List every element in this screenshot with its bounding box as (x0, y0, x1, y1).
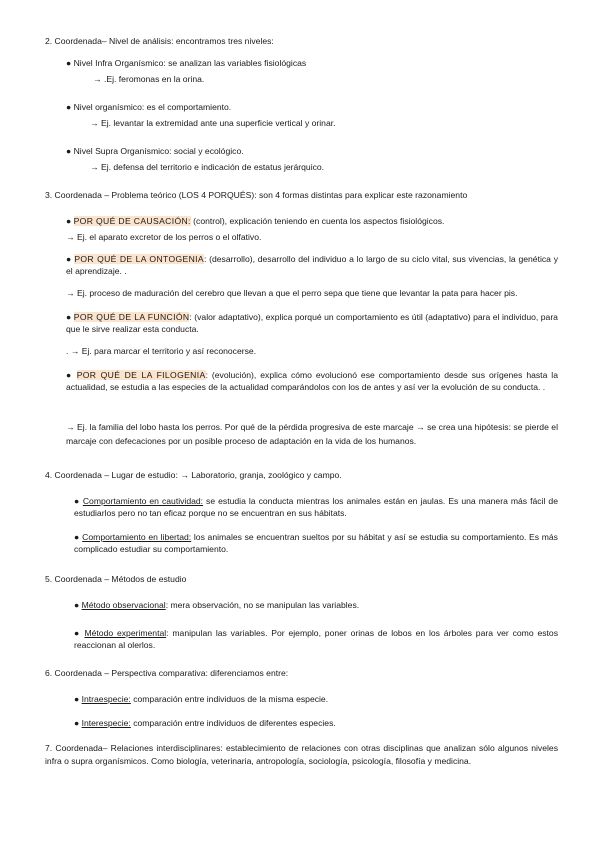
section-3-title: 3. Coordenada – Problema teórico (LOS 4 PORQUÉS): son 4 formas distintas para explicar este razonamiento (45, 190, 468, 200)
section-5-title: 5. Coordenada – Métodos de estudio (45, 574, 187, 584)
bullet: ● (74, 496, 83, 506)
intraespecie-term: Intraespecie: (81, 694, 131, 704)
cautividad-term: Comportamiento en cautividad: (82, 496, 204, 506)
section-2-bullet-organismico: ● Nivel organísmico: es el comportamiento. (66, 102, 232, 112)
bullet: ● (66, 254, 75, 264)
section-2-example-organismico: → Ej. levantar la extremidad ante una superficie vertical y orinar. (90, 118, 336, 128)
bullet: ● (74, 718, 82, 728)
porque-causacion-heading: POR QUÉ DE CAUSACIÓN: (73, 216, 191, 226)
intraespecie-text: comparación entre individuos de la misma especie. (130, 694, 329, 704)
porque-funcion-heading: POR QUÉ DE LA FUNCIÓN (73, 312, 190, 322)
metodo-experimental (74, 628, 558, 651)
porque-causacion-text: (control), explicación teniendo en cuenta los aspectos fisiológicos. (190, 216, 445, 226)
bullet: ● (74, 694, 82, 704)
section-7-paragraph: 7. Coordenada– Relaciones interdisciplinares: establecimiento de relaciones con otras disciplinas que analizan sólo algunos niveles infra o supra organísmicos. Como biología, veterinaria, antropología, sociología, psicología, filosofía y medicina. (45, 743, 558, 766)
interespecie-term: Interespecie: (81, 718, 131, 728)
interespecie-text: comparación entre individuos de diferentes especies. (130, 718, 336, 728)
section-2-example-infra: → .Ej. feromonas en la orina. (93, 74, 205, 84)
bullet: ● (74, 532, 83, 542)
libertad-text: los animales se encuentran sueltos por su hábitat y así se estudia su comportamiento. Es más complicado estudiar su comportamiento. (74, 532, 558, 554)
porque-filogenia (66, 370, 558, 393)
experimental-term: Método experimental (84, 628, 167, 638)
observacional-term: Método observacional (81, 600, 166, 610)
porque-funcion-text: : (valor adaptativo), explica porqué un comportamiento es útil (adaptativo) para el individuo, para que le sirve realizar esta conducta. (66, 312, 558, 334)
porque-filogenia-example: → Ej. la familia del lobo hasta los perros. Por qué de la pérdida progresiva de este marcaje → se crea una hipótesis: se pierde el marcaje con defecaciones por un posible proceso de adaptación en la vida de los humanos. (66, 422, 558, 446)
section-2-bullet-infra: ● Nivel Infra Organísmico: se analizan las variables fisiológicas (66, 58, 307, 68)
bullet: ● (66, 370, 77, 380)
section-2-title: 2. Coordenada– Nivel de análisis: encontramos tres niveles: (45, 36, 274, 46)
bullet: ● (66, 216, 74, 226)
porque-funcion-example: . → Ej. para marcar el territorio y así reconocerse. (66, 346, 257, 356)
perspectiva-interespecie (74, 718, 336, 730)
lugar-cautividad (74, 496, 558, 519)
porque-funcion (66, 312, 558, 335)
section-2-bullet-supra: ● Nivel Supra Organísmico: social y ecológico. (66, 146, 244, 156)
observacional-text: : mera observación, no se manipulan las variables. (165, 600, 360, 610)
metodo-observacional (74, 600, 359, 612)
section-4-title: 4. Coordenada – Lugar de estudio: → Laboratorio, granja, zoológico y campo. (45, 470, 342, 480)
porque-ontogenia-text: : (desarrollo), desarrollo del individuo a lo largo de su ciclo vital, sus vivencias, la genética y el aprendizaje. . (66, 254, 558, 276)
porque-filogenia-heading: POR QUÉ DE LA FILOGENIA (76, 370, 206, 380)
section-6-title: 6. Coordenada – Perspectiva comparativa: diferenciamos entre: (45, 668, 289, 678)
perspectiva-intraespecie (74, 694, 328, 706)
bullet: ● (66, 312, 74, 322)
libertad-term: Comportamiento en libertad: (82, 532, 192, 542)
bullet: ● (74, 600, 82, 610)
porque-causacion (66, 216, 444, 228)
porque-ontogenia (66, 254, 558, 277)
porque-ontogenia-heading: POR QUÉ DE LA ONTOGENIA (74, 254, 204, 264)
porque-causacion-example: → Ej. el aparato excretor de los perros o el olfativo. (66, 232, 262, 242)
lugar-libertad (74, 532, 558, 555)
experimental-text: : manipulan las variables. Por ejemplo, poner orinas de lobos en los árboles para ver como estos reaccionan al olerlos. (74, 628, 558, 650)
section-2-example-supra: → Ej. defensa del territorio e indicación de estatus jerárquico. (90, 162, 325, 172)
porque-filogenia-text: : (evolución), explica cómo evolucionó ese comportamiento desde sus orígenes hasta la actualidad, se estudia a las especies de la actualidad comparándolos con los de antes y así ver la evolución de su conducta. . (66, 370, 558, 392)
porque-ontogenia-example: → Ej. proceso de maduración del cerebro que llevan a que el perro sepa que tiene que levantar la pata para hacer pis. (66, 288, 518, 298)
bullet: ● (74, 628, 85, 638)
cautividad-text: se estudia la conducta mientras los animales están en jaulas. Es una manera más fácil de estudiarlos pero no tan eficaz porque no se encuentran en sus hábitats. (74, 496, 558, 518)
